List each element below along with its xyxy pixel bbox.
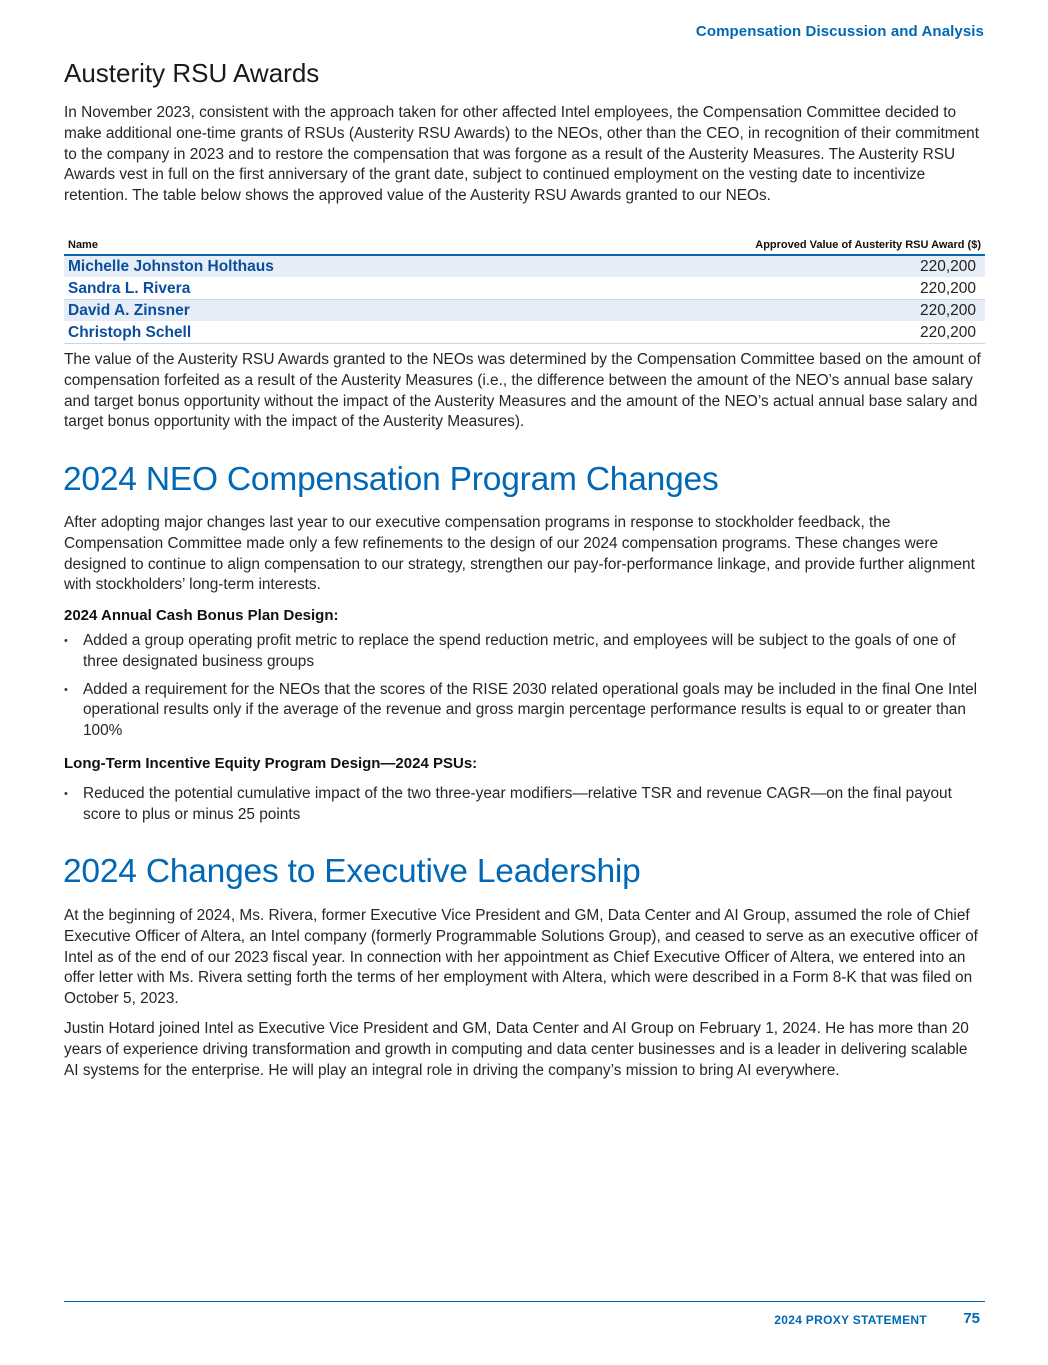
lti-list [64, 784, 985, 833]
austerity-title: Austerity RSU Awards [64, 58, 320, 88]
leadership-paragraph-hotard: Justin Hotard joined Intel as Executive Vice President and GM, Data Center and AI Group on February 1, 2024. He has more than 20 years of experience driving transformation and growth in computing and data center businesses and is a leader in delivering scalable AI systems for the enterprise. He will play an integral role in driving the company’s mission to bring AI everywhere. [64, 1020, 969, 1079]
austerity-table [64, 236, 985, 344]
neo-name: Sandra L. Rivera [64, 278, 504, 300]
footer-label: 2024 PROXY STATEMENT [774, 1313, 927, 1327]
list-item: • Added a requirement for the NEOs that the scores of the RISE 2030 related operational goals may be included in the final One Intel operational results only if the average of the revenue and gross margin percentage performance results is equal to or greater than 100% [64, 680, 985, 742]
program-changes-intro: After adopting major changes last year to our executive compensation programs in response to stockholder feedback, the Compensation Committee made only a few refinements to the design of our 2024 compensation programs. These changes were designed to continue to align compensation to our strategy, strengthen our pay-for-performance linkage, and provide further alignment with stockholders’ long-term interests. [64, 514, 975, 594]
list-item: • Reduced the potential cumulative impact of the two three-year modifiers—relative TSR and revenue CAGR—on the final payout score to plus or minus 25 points [64, 784, 985, 826]
austerity-explanation: The value of the Austerity RSU Awards granted to the NEOs was determined by the Compensation Committee based on the amount of compensation forfeited as a result of the Austerity Measures (i.e., the difference between the amount of the NEO’s annual base salary and target bonus opportunity without the impact of the Austerity Measures and the amount of the NEO’s actual annual base salary and target bonus opportunity with the impact of the Austerity Measures). [64, 351, 981, 431]
running-header: Compensation Discussion and Analysis [695, 23, 984, 40]
award-value: 220,200 [504, 255, 985, 278]
table-row [64, 322, 985, 344]
award-value: 220,200 [504, 300, 985, 322]
table-row [64, 278, 985, 300]
neo-name: Christoph Schell [64, 322, 504, 344]
bonus-plan-list [64, 631, 985, 749]
award-value: 220,200 [504, 278, 985, 300]
neo-name: Michelle Johnston Holthaus [64, 255, 504, 278]
leadership-paragraph-rivera: At the beginning of 2024, Ms. Rivera, former Executive Vice President and GM, Data Center and AI Group, assumed the role of Chief Executive Officer of Altera, an Intel company (formerly Programmable Solutions Group), and ceased to serve as an executive officer of Intel as of the end of our 2023 fiscal year. In connection with her appointment as Chief Executive Officer of Altera, we entered into an offer letter with Ms. Rivera setting forth the terms of her employment with Altera, which were described in a Form 8-K that was filed on October 5, 2023. [64, 907, 978, 1008]
award-value: 220,200 [504, 322, 985, 344]
neo-name: David A. Zinsner [64, 300, 504, 322]
program-changes-title: 2024 NEO Compensation Program Changes [63, 461, 719, 498]
lti-heading: Long-Term Incentive Equity Program Design—2024 PSUs: [64, 755, 478, 772]
list-item: • Added a group operating profit metric to replace the spend reduction metric, and employees will be subject to the goals of one of three designated business groups [64, 631, 985, 673]
page-number: 75 [963, 1310, 980, 1327]
austerity-intro: In November 2023, consistent with the approach taken for other affected Intel employees, the Compensation Committee decided to make additional one-time grants of RSUs (Austerity RSU Awards) to the NEOs, other than the CEO, in recognition of their commitment to the company in 2023 and to restore the compensation that was forgone as a result of the Austerity Measures. The Austerity RSU Awards vest in full on the first anniversary of the grant date, subject to continued employment on the vesting date to incentivize retention. The table below shows the approved value of the Austerity RSU Awards granted to our NEOs. [64, 104, 979, 205]
leadership-title: 2024 Changes to Executive Leadership [63, 853, 641, 890]
column-header-value: Approved Value of Austerity RSU Award ($) [504, 236, 985, 255]
column-header-name: Name [64, 236, 504, 255]
footer-divider [64, 1301, 985, 1302]
table-row [64, 300, 985, 322]
table-row [64, 255, 985, 278]
table-header-row [64, 236, 985, 255]
bonus-plan-heading: 2024 Annual Cash Bonus Plan Design: [64, 607, 339, 624]
